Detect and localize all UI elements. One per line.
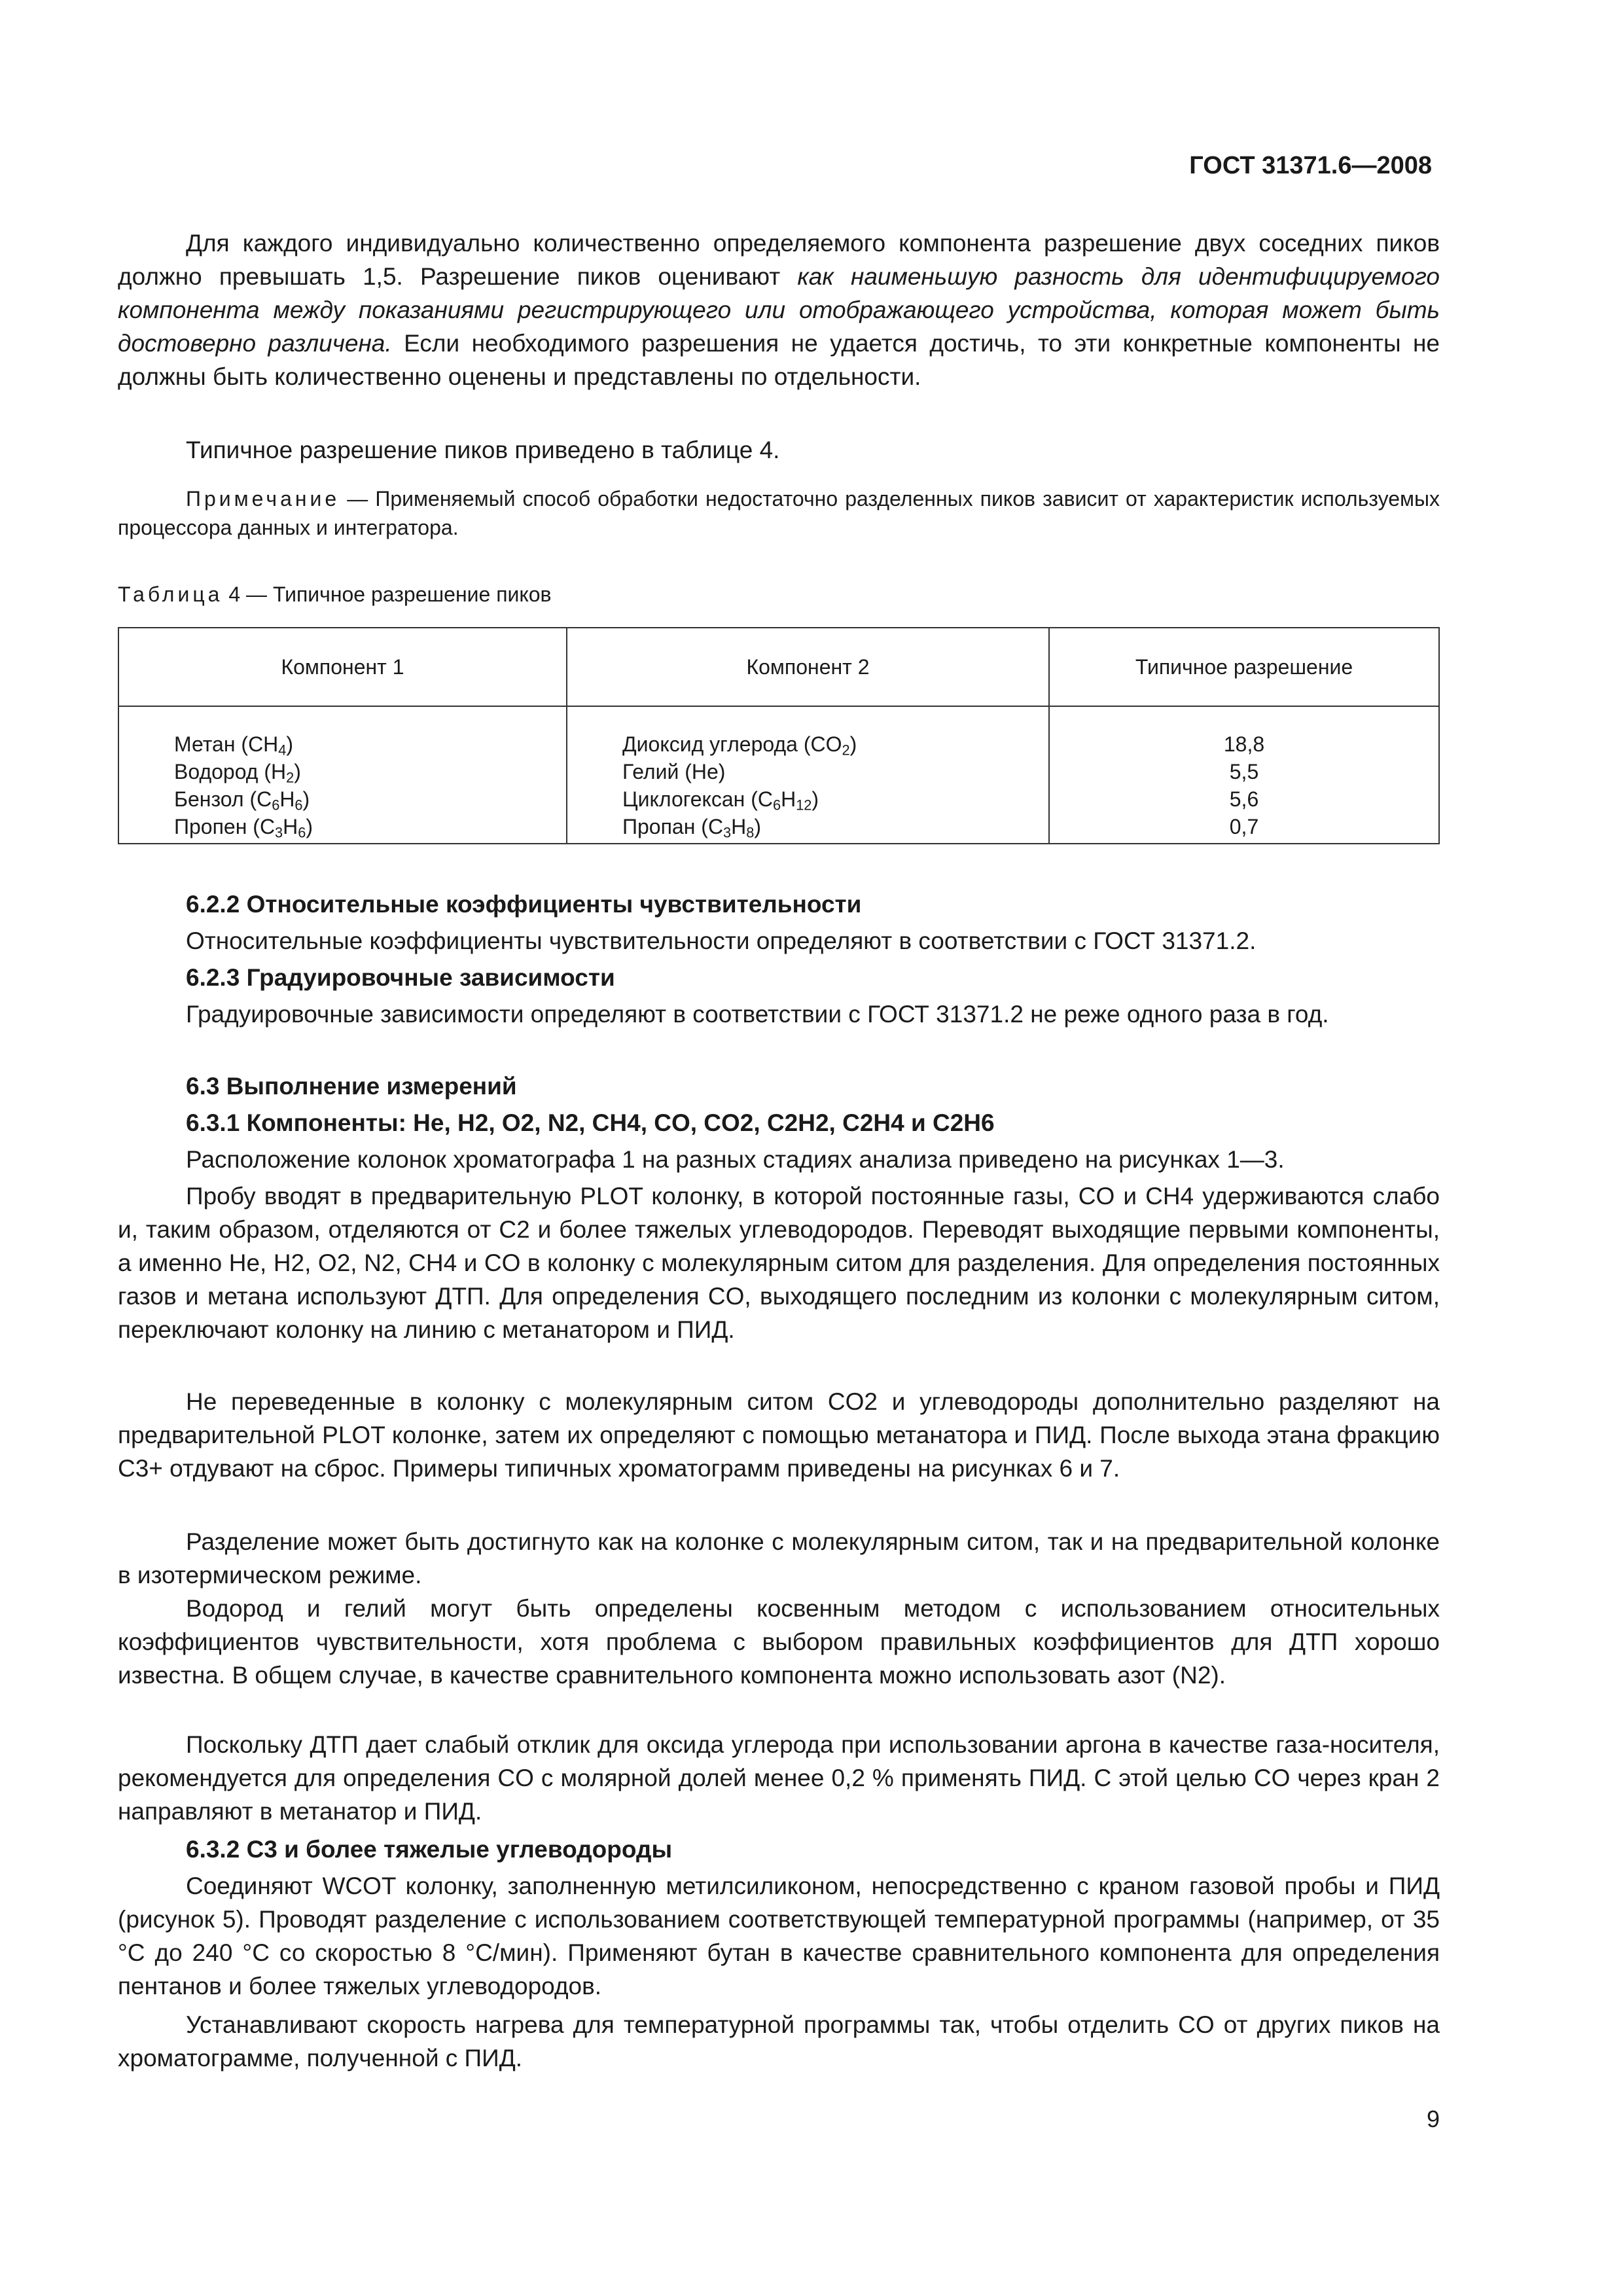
section-6-3-1-paragraph: Поскольку ДТП дает слабый отклик для оксида углерода при использовании аргона в качестве газа-носителя, рекомендуется для определения CO с молярной долей менее 0,2 % применять ПИД. С этой целью CO через кран 2 направляют в метанатор и ПИД. xyxy=(118,1731,1440,1825)
table-header-resolution: Типичное разрешение xyxy=(1049,628,1439,706)
intro-paragraph xyxy=(118,226,1440,393)
table-cell: Диоксид углерода $(CO_2)$ xyxy=(622,732,857,759)
note-text: — Применяемый способ обработки недостаточно разделенных пиков зависит от характеристик используемых процессора данных и интегратора. xyxy=(118,487,1440,539)
section-6-3-1-paragraph: Пробу вводят в предварительную PLOT колонку, в которой постоянные газы, CO и CH4 удерживаются слабо и, таким образом, отделяются от C2 и более тяжелых углеводородов. Переводят выходящие первыми компоненты, а именно He, H2, O2, N2, CH4 и CO в колонку с молекулярным ситом для разделения. Для определения постоянных газов и метана используют ДТП. Для определения CO, выходящего последним из колонки с молекулярным ситом, переключают колонку на линию с метанатором и ПИД. xyxy=(118,1183,1440,1343)
section-6-2-2-heading: 6.2.2 Относительные коэффициенты чувствительности xyxy=(186,891,862,918)
section-6-2-3-text: Градуировочные зависимости определяют в соответствии с ГОСТ 31371.2 не реже одного раза в год. xyxy=(186,1001,1329,1028)
table-cell: Бензол $(C_6H_6)$ xyxy=(174,787,310,814)
table-column-component2 xyxy=(567,706,1049,844)
section-6-2-3-heading: 6.2.3 Градуировочные зависимости xyxy=(186,964,615,991)
intro-text-a: Для каждого индивидуально количественно определяемого компонента разрешение двух соседних пиков должно превышать 1,5. Разрешение пиков оценивают xyxy=(118,230,1440,290)
table-caption-label: Таблица xyxy=(118,583,223,606)
intro-emphasis: как наименьшую разность для идентифицируемого компонента между показаниями регистрирующего или отображающего устройства, которая может быть достоверно различена. xyxy=(118,263,1440,357)
table-cell: Водород $(H_2)$ xyxy=(174,760,301,786)
table-column-component1 xyxy=(118,706,567,844)
table-header-component1: Компонент 1 xyxy=(118,628,567,706)
section-6-3-2-heading: 6.3.2 C3 и более тяжелые углеводороды xyxy=(186,1836,673,1863)
table-reference-paragraph: Типичное разрешение пиков приведено в таблице 4. xyxy=(186,437,780,463)
intro-text-b: Если необходимого разрешения не удается достичь, то эти конкретные компоненты не должны быть количественно оценены и представлены по отдельности. xyxy=(118,330,1440,390)
table-cell: Пропен $(C_3H_6)$ xyxy=(174,815,313,841)
table-cell: 18,8 xyxy=(1223,732,1265,756)
section-6-3-heading: 6.3 Выполнение измерений xyxy=(186,1073,517,1100)
page-number: 9 xyxy=(1426,2106,1440,2132)
table-cell: 5,6 xyxy=(1229,787,1259,811)
section-6-3-1-paragraph: Не переведенные в колонку с молекулярным ситом CO2 и углеводороды дополнительно разделяют на предварительной PLOT колонке, затем их определяют с помощью метанатора и ПИД. После выхода этана фракцию C3+ отдувают на сброс. Примеры типичных хроматограмм приведены на рисунках 6 и 7. xyxy=(118,1388,1440,1482)
note-label: Примечание xyxy=(186,487,340,511)
table-caption xyxy=(118,583,552,607)
section-6-3-1-paragraph: Разделение может быть достигнуто как на колонке с молекулярным ситом, так и на предварительной колонке в изотермическом режиме. xyxy=(118,1528,1440,1588)
section-6-2-2-text: Относительные коэффициенты чувствительности определяют в соответствии с ГОСТ 31371.2. xyxy=(186,927,1257,954)
table-cell: Метан $(CH_4)$ xyxy=(174,732,294,759)
table-caption-text: 4 — Типичное разрешение пиков xyxy=(223,583,552,606)
section-6-3-1-paragraph: Водород и гелий могут быть определены косвенным методом с использованием относительных коэффициентов чувствительности, хотя проблема с выбором правильных коэффициентов для ДТП хорошо известна. В общем случае, в качестве сравнительного компонента можно использовать азот (N2). xyxy=(118,1595,1440,1689)
table-cell: Гелий (He) xyxy=(622,760,726,783)
table-cell: 0,7 xyxy=(1229,815,1259,838)
table-column-resolution xyxy=(1049,706,1439,844)
table-cell: Циклогексан $(C_6H_{12})$ xyxy=(622,787,819,814)
table-cell: 5,5 xyxy=(1229,760,1259,783)
note-paragraph xyxy=(118,484,1440,542)
table-header-component2: Компонент 2 xyxy=(567,628,1049,706)
table-cell: Пропан $(C_3H_8)$ xyxy=(622,815,762,841)
section-6-3-1-heading: 6.3.1 Компоненты: He, H2, O2, N2, CH4, CO, CO2, C2H2, C2H4 и C2H6 xyxy=(186,1109,995,1136)
section-6-3-2-paragraph: Устанавливают скорость нагрева для температурной программы так, чтобы отделить CO от других пиков на хроматограмме, полученной с ПИД. xyxy=(118,2011,1440,2072)
document-header: ГОСТ 31371.6—2008 xyxy=(1189,152,1432,179)
section-6-3-2-paragraph: Соединяют WCOT колонку, заполненную метилсиликоном, непосредственно с краном газовой пробы и ПИД (рисунок 5). Проводят разделение с использованием соответствующей температурной программы (например, от 35 °C до 240 °C со скоростью 8 °C/мин). Применяют бутан в качестве сравнительного компонента для определения пентанов и более тяжелых углеводородов. xyxy=(118,1873,1440,2000)
section-6-3-1-paragraph: Расположение колонок хроматографа 1 на разных стадиях анализа приведено на рисунках 1—3. xyxy=(186,1146,1285,1173)
resolution-table xyxy=(118,627,1440,844)
